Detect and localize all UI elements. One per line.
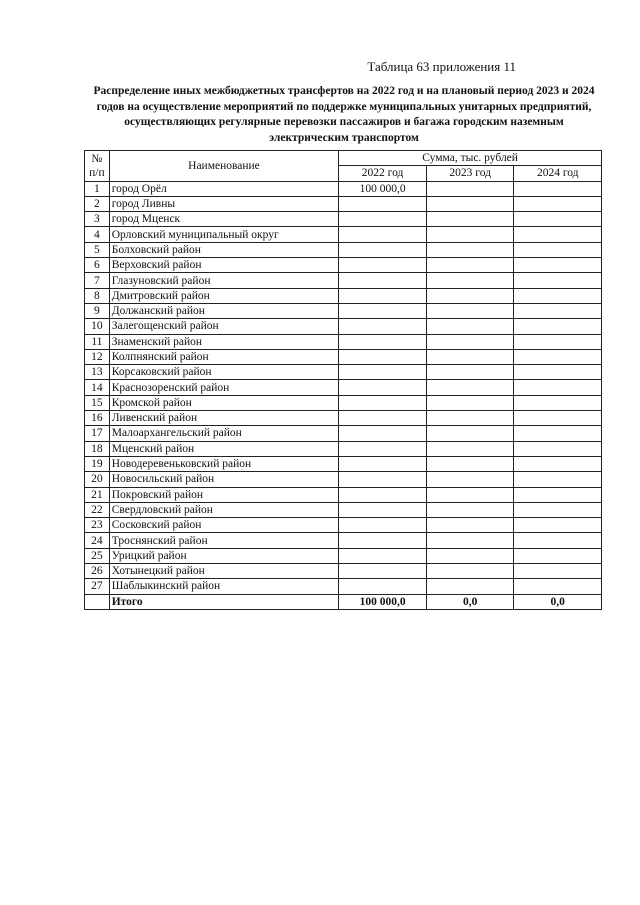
row-number: 24 <box>85 533 110 548</box>
row-value-2022 <box>339 380 427 395</box>
row-value-2022 <box>339 395 427 410</box>
row-value-2022 <box>339 273 427 288</box>
row-value-2024 <box>514 426 602 441</box>
row-value-2024 <box>514 411 602 426</box>
row-number: 11 <box>85 334 110 349</box>
table-body <box>85 181 602 594</box>
row-number: 17 <box>85 426 110 441</box>
row-value-2024 <box>514 395 602 410</box>
row-number: 12 <box>85 349 110 364</box>
row-number: 2 <box>85 196 110 211</box>
total-row <box>85 594 602 609</box>
header-year-2023: 2023 год <box>426 166 514 181</box>
row-name: Колпнянский район <box>109 349 338 364</box>
row-value-2024 <box>514 365 602 380</box>
row-number: 21 <box>85 487 110 502</box>
row-value-2023 <box>426 548 514 563</box>
row-number: 20 <box>85 472 110 487</box>
row-value-2022 <box>339 212 427 227</box>
row-number: 9 <box>85 303 110 318</box>
row-value-2024 <box>514 349 602 364</box>
row-value-2024 <box>514 181 602 196</box>
row-value-2024 <box>514 258 602 273</box>
row-name: Сосковский район <box>109 518 338 533</box>
row-value-2023 <box>426 242 514 257</box>
row-value-2022 <box>339 426 427 441</box>
row-name: Шаблыкинский район <box>109 579 338 594</box>
row-name: Глазуновский район <box>109 273 338 288</box>
row-value-2022 <box>339 196 427 211</box>
row-value-2023 <box>426 273 514 288</box>
header-year-2024: 2024 год <box>514 166 602 181</box>
table-row <box>85 288 602 303</box>
table-row <box>85 334 602 349</box>
row-name: Мценский район <box>109 441 338 456</box>
row-name: Залегощенский район <box>109 319 338 334</box>
row-value-2023 <box>426 472 514 487</box>
row-value-2023 <box>426 533 514 548</box>
row-value-2023 <box>426 380 514 395</box>
row-value-2023 <box>426 227 514 242</box>
header-num-line2: п/п <box>89 166 105 179</box>
row-name: Урицкий район <box>109 548 338 563</box>
table-row <box>85 380 602 395</box>
header-num-line1: № <box>91 152 103 165</box>
row-number: 5 <box>85 242 110 257</box>
row-value-2024 <box>514 196 602 211</box>
row-name: Дмитровский район <box>109 288 338 303</box>
row-value-2022 <box>339 411 427 426</box>
row-name: Должанский район <box>109 303 338 318</box>
row-name: Болховский район <box>109 242 338 257</box>
row-value-2024 <box>514 518 602 533</box>
table-row <box>85 258 602 273</box>
row-value-2024 <box>514 288 602 303</box>
row-value-2023 <box>426 441 514 456</box>
row-name: Орловский муниципальный округ <box>109 227 338 242</box>
row-value-2022: 100 000,0 <box>339 181 427 196</box>
transfers-table <box>84 150 602 610</box>
row-value-2024 <box>514 319 602 334</box>
row-value-2024 <box>514 303 602 318</box>
row-name: Верховский район <box>109 258 338 273</box>
table-row <box>85 456 602 471</box>
row-number: 15 <box>85 395 110 410</box>
row-number: 8 <box>85 288 110 303</box>
row-name: Новосильский район <box>109 472 338 487</box>
table-row <box>85 426 602 441</box>
row-number: 19 <box>85 456 110 471</box>
row-value-2022 <box>339 548 427 563</box>
row-value-2023 <box>426 502 514 517</box>
total-2022: 100 000,0 <box>339 594 427 609</box>
row-value-2023 <box>426 411 514 426</box>
table-row <box>85 564 602 579</box>
row-value-2023 <box>426 365 514 380</box>
row-value-2023 <box>426 334 514 349</box>
row-value-2022 <box>339 334 427 349</box>
header-num <box>85 151 110 182</box>
row-value-2024 <box>514 533 602 548</box>
row-name: Краснозоренский район <box>109 380 338 395</box>
table-reference: Таблица 63 приложения 11 <box>367 59 516 74</box>
row-name: Свердловский район <box>109 502 338 517</box>
table-row <box>85 395 602 410</box>
total-2024: 0,0 <box>514 594 602 609</box>
row-value-2022 <box>339 303 427 318</box>
row-number: 3 <box>85 212 110 227</box>
row-number: 7 <box>85 273 110 288</box>
table-row <box>85 411 602 426</box>
row-value-2023 <box>426 518 514 533</box>
row-value-2023 <box>426 181 514 196</box>
table-row <box>85 518 602 533</box>
row-value-2022 <box>339 242 427 257</box>
total-label: Итого <box>109 594 338 609</box>
row-value-2024 <box>514 441 602 456</box>
row-value-2024 <box>514 227 602 242</box>
row-name: Знаменский район <box>109 334 338 349</box>
row-name: Троснянский район <box>109 533 338 548</box>
header-row-1 <box>85 151 602 166</box>
table-row <box>85 533 602 548</box>
row-name: Ливенский район <box>109 411 338 426</box>
row-value-2023 <box>426 395 514 410</box>
row-name: город Мценск <box>109 212 338 227</box>
row-name: город Ливны <box>109 196 338 211</box>
table-row <box>85 487 602 502</box>
table-row <box>85 227 602 242</box>
table-row <box>85 472 602 487</box>
row-value-2022 <box>339 258 427 273</box>
row-number: 4 <box>85 227 110 242</box>
row-value-2024 <box>514 242 602 257</box>
row-number: 27 <box>85 579 110 594</box>
table-row <box>85 181 602 196</box>
row-value-2022 <box>339 564 427 579</box>
table-row <box>85 212 602 227</box>
table-footer <box>85 594 602 609</box>
row-number: 1 <box>85 181 110 196</box>
row-value-2022 <box>339 579 427 594</box>
header-name: Наименование <box>109 151 338 182</box>
row-value-2022 <box>339 227 427 242</box>
table-row <box>85 319 602 334</box>
row-name: Малоархангельский район <box>109 426 338 441</box>
row-value-2023 <box>426 564 514 579</box>
header-year-2022: 2022 год <box>339 166 427 181</box>
header-sum: Сумма, тыс. рублей <box>339 151 602 166</box>
row-number: 16 <box>85 411 110 426</box>
row-value-2023 <box>426 456 514 471</box>
table-row <box>85 579 602 594</box>
row-value-2022 <box>339 319 427 334</box>
row-value-2023 <box>426 196 514 211</box>
row-value-2024 <box>514 380 602 395</box>
row-name: Хотынецкий район <box>109 564 338 579</box>
total-num-cell <box>85 594 110 609</box>
row-value-2024 <box>514 334 602 349</box>
row-value-2024 <box>514 548 602 563</box>
row-value-2024 <box>514 579 602 594</box>
table-row <box>85 365 602 380</box>
row-name: Корсаковский район <box>109 365 338 380</box>
row-value-2022 <box>339 456 427 471</box>
row-number: 23 <box>85 518 110 533</box>
table-row <box>85 196 602 211</box>
row-value-2022 <box>339 472 427 487</box>
row-value-2024 <box>514 273 602 288</box>
row-value-2023 <box>426 319 514 334</box>
row-number: 10 <box>85 319 110 334</box>
row-value-2023 <box>426 212 514 227</box>
row-value-2024 <box>514 487 602 502</box>
row-value-2024 <box>514 456 602 471</box>
row-value-2022 <box>339 502 427 517</box>
row-value-2022 <box>339 441 427 456</box>
table-row <box>85 242 602 257</box>
row-number: 26 <box>85 564 110 579</box>
row-value-2022 <box>339 349 427 364</box>
row-value-2023 <box>426 487 514 502</box>
row-value-2022 <box>339 533 427 548</box>
row-number: 18 <box>85 441 110 456</box>
table-row <box>85 441 602 456</box>
row-name: Покровский район <box>109 487 338 502</box>
row-value-2022 <box>339 288 427 303</box>
table-row <box>85 548 602 563</box>
row-value-2022 <box>339 365 427 380</box>
row-value-2023 <box>426 258 514 273</box>
row-value-2023 <box>426 579 514 594</box>
row-value-2022 <box>339 487 427 502</box>
total-2023: 0,0 <box>426 594 514 609</box>
row-value-2023 <box>426 426 514 441</box>
document-title: Распределение иных межбюджетных трансфертов на 2022 год и на плановый период 2023 и 2024 годов на осуществление мероприятий по поддержке муниципальных унитарных предприятий, осуществляющих регулярные перевозки пассажиров и багажа городским наземным электрическим транспортом <box>93 85 595 144</box>
row-value-2023 <box>426 303 514 318</box>
row-number: 6 <box>85 258 110 273</box>
row-value-2023 <box>426 288 514 303</box>
row-name: город Орёл <box>109 181 338 196</box>
row-value-2024 <box>514 564 602 579</box>
row-number: 14 <box>85 380 110 395</box>
row-value-2024 <box>514 502 602 517</box>
table-row <box>85 502 602 517</box>
row-number: 25 <box>85 548 110 563</box>
table-row <box>85 273 602 288</box>
table-row <box>85 349 602 364</box>
row-number: 13 <box>85 365 110 380</box>
row-value-2023 <box>426 349 514 364</box>
row-value-2022 <box>339 518 427 533</box>
row-name: Новодеревеньковский район <box>109 456 338 471</box>
table-header <box>85 151 602 182</box>
row-name: Кромской район <box>109 395 338 410</box>
row-number: 22 <box>85 502 110 517</box>
row-value-2024 <box>514 472 602 487</box>
row-value-2024 <box>514 212 602 227</box>
table-row <box>85 303 602 318</box>
